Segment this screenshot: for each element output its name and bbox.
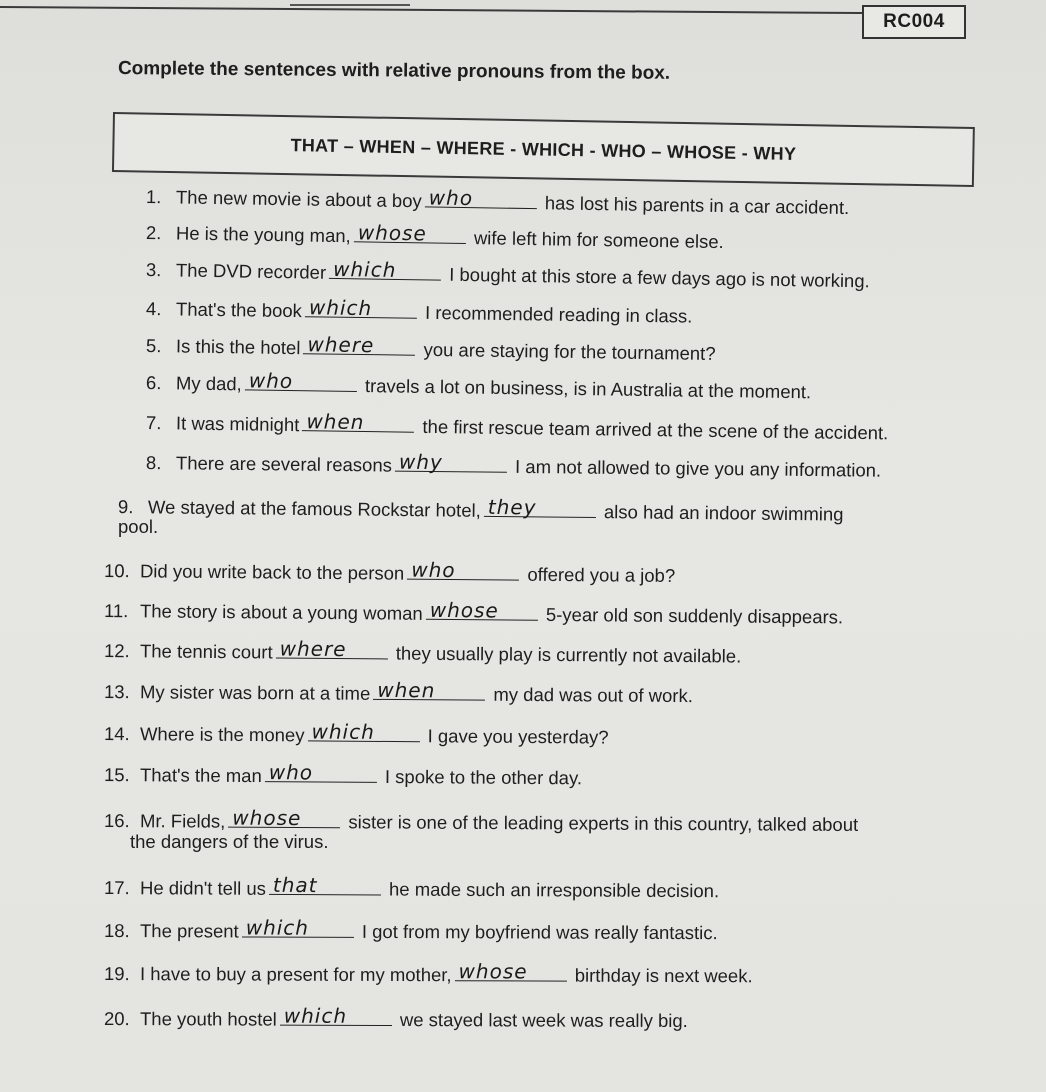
sentence-9 — [118, 494, 844, 526]
sentence-text-before: The present — [139, 920, 239, 942]
sentence-text-before: The new movie is about a boy — [175, 186, 422, 212]
sentence-number: 20. — [103, 1008, 130, 1030]
sentence-number: 2. — [145, 222, 162, 244]
sentence-text-before: The youth hostel — [139, 1008, 277, 1030]
sentence-text-before: Did you write back to the person — [139, 560, 405, 584]
answer-blank — [354, 220, 466, 246]
handwritten-answer: which — [311, 719, 375, 744]
sentence-text-after: the first rescue team arrived at the scene of the accident. — [422, 415, 889, 444]
sentence-6 — [146, 370, 812, 403]
handwritten-answer: whose — [429, 597, 499, 623]
sentence-text-after: I am not allowed to give you any information. — [514, 455, 882, 481]
sentence-19 — [104, 961, 753, 987]
sentence-1 — [146, 184, 850, 219]
sentence-text-after: I bought at this store a few days ago is not working. — [449, 263, 870, 292]
handwritten-answer: they — [487, 494, 537, 520]
sentence-text-after: offered you a job? — [527, 563, 676, 586]
top-border-line — [0, 6, 880, 14]
sentence-text-after: 5-year old son suddenly disappears. — [545, 603, 844, 628]
sentence-number: 12. — [103, 640, 130, 662]
sentence-text-before: Is this the hotel — [175, 335, 301, 359]
word-box — [112, 112, 975, 187]
answer-blank — [276, 636, 388, 662]
sentence-number: 14. — [103, 723, 130, 745]
sentence-12 — [104, 638, 741, 668]
sentence-number: 9. — [117, 496, 134, 518]
sentence-text-after: also had an indoor swimming — [603, 501, 844, 525]
sentence-text-after: I gave you yesterday? — [427, 725, 609, 748]
sentence-text-before: The tennis court — [139, 640, 273, 663]
handwritten-answer: who — [428, 185, 474, 211]
sentence-text-after: sister is one of the leading experts in this country, talked about — [348, 811, 859, 835]
sentence-text-after: he made such an irresponsible decision. — [388, 878, 720, 902]
sentence-4 — [146, 296, 693, 328]
worksheet-code: RC004 — [862, 5, 966, 39]
answer-blank — [303, 332, 415, 358]
sentence-number: 3. — [145, 259, 162, 281]
answer-blank — [425, 185, 537, 211]
instruction-text: Complete the sentences with relative pronouns from the box. — [117, 58, 671, 84]
handwritten-answer: where — [279, 636, 347, 662]
answer-blank — [426, 597, 538, 623]
answer-blank — [280, 1003, 392, 1028]
sentence-text-before: That's the man — [139, 764, 262, 787]
sentence-number: 4. — [145, 298, 162, 320]
sentence-5 — [146, 333, 716, 365]
sentence-20 — [103, 1003, 688, 1032]
answer-blank — [265, 760, 377, 785]
sentence-text-before: My sister was born at a time — [139, 681, 371, 704]
sentence-number: 5. — [145, 335, 162, 357]
handwritten-answer: which — [308, 295, 373, 321]
answer-blank — [373, 677, 485, 703]
answer-blank — [245, 368, 357, 394]
handwritten-answer: when — [306, 409, 365, 435]
sentence-number: 7. — [145, 412, 162, 434]
sentence-7 — [146, 410, 889, 444]
sentence-text-after: we stayed last week was really big. — [399, 1009, 688, 1032]
sentence-number: 15. — [103, 764, 130, 786]
sentence-3 — [146, 257, 870, 292]
sentence-text-before: That's the book — [175, 298, 303, 322]
handwritten-answer: who — [411, 557, 456, 583]
sentence-number: 10. — [103, 560, 130, 582]
top-scribble — [290, 0, 410, 6]
sentence-10 — [104, 558, 675, 587]
answer-blank — [269, 872, 381, 898]
sentence-text-before: Where is the money — [139, 723, 305, 746]
word-box-text: THAT – WHEN – WHERE - WHICH - WHO – WHOSE - WHY — [290, 134, 797, 164]
sentence-text-after: my dad was out of work. — [493, 683, 693, 707]
handwritten-answer: whose — [232, 805, 302, 831]
sentence-text-before: I have to buy a present for my mother, — [139, 963, 452, 986]
handwritten-answer: which — [283, 1003, 348, 1028]
sentence-18 — [103, 915, 718, 944]
handwritten-answer: whose — [458, 959, 528, 984]
handwritten-answer: whose — [357, 220, 428, 246]
answer-blank — [407, 557, 519, 583]
sentence-number: 18. — [103, 920, 130, 942]
answer-blank — [307, 719, 419, 744]
sentence-15 — [104, 762, 582, 789]
handwritten-answer: which — [245, 915, 310, 940]
answer-blank — [228, 805, 340, 831]
sentence-number: 6. — [145, 372, 162, 394]
handwritten-answer: when — [377, 677, 436, 703]
sentence-text-after: you are staying for the tournament? — [423, 338, 716, 364]
sentence-text-before: The DVD recorder — [175, 259, 327, 283]
sentence-text-after: wife left him for someone else. — [473, 227, 724, 253]
sentence-text-after: birthday is next week. — [574, 964, 753, 987]
sentence-text-before: The story is about a young woman — [139, 600, 423, 624]
handwritten-answer: that — [272, 872, 318, 898]
sentence-text-before: He is the young man, — [175, 222, 351, 247]
sentence-number: 19. — [103, 963, 130, 985]
sentence-number: 16. — [103, 810, 130, 832]
sentence-text-after: I spoke to the other day. — [384, 765, 583, 789]
sentence-text-after: I got from my boyfriend was really fantastic. — [361, 920, 718, 944]
handwritten-answer: why — [398, 449, 443, 475]
sentence-text-before: He didn't tell us — [139, 877, 266, 899]
sentence-number: 13. — [103, 681, 130, 703]
sentence-number: 11. — [103, 600, 129, 622]
answer-blank — [305, 295, 417, 321]
sentence-text-after: they usually play is currently not available. — [395, 642, 742, 667]
sentence-14 — [104, 721, 609, 749]
sentence-text-after: I recommended reading in class. — [424, 301, 693, 327]
sentence-text-after: has lost his parents in a car accident. — [544, 192, 850, 219]
sentence-text-before: There are several reasons — [175, 452, 393, 476]
answer-blank — [242, 915, 354, 940]
sentence-text-before: My dad, — [175, 372, 242, 395]
answer-blank — [395, 449, 507, 475]
answer-blank — [484, 494, 596, 520]
answer-blank — [455, 959, 567, 984]
sentence-8 — [146, 450, 881, 482]
answer-blank — [302, 409, 414, 435]
handwritten-answer: who — [268, 760, 314, 785]
sentence-13 — [104, 679, 693, 707]
handwritten-answer: where — [307, 332, 375, 358]
sentence-2 — [146, 220, 724, 253]
sentence-text-before: We stayed at the famous Rockstar hotel, — [147, 496, 481, 521]
sentence-text-before: Mr. Fields, — [139, 810, 226, 832]
sentence-number: 1. — [145, 186, 162, 208]
answer-blank — [329, 256, 441, 282]
sentence-number: 17. — [103, 877, 130, 899]
sentence-text-before: It was midnight — [175, 412, 300, 436]
handwritten-answer: who — [248, 368, 294, 394]
sentence-number: 8. — [145, 452, 162, 474]
sentence-9-continuation: pool. — [118, 516, 159, 537]
handwritten-answer: which — [332, 256, 397, 282]
sentence-text-after: travels a lot on business, is in Australia at the moment. — [364, 375, 812, 403]
sentence-11 — [104, 598, 843, 628]
sentence-16-continuation: the dangers of the virus. — [130, 831, 329, 852]
sentence-17 — [103, 872, 720, 902]
